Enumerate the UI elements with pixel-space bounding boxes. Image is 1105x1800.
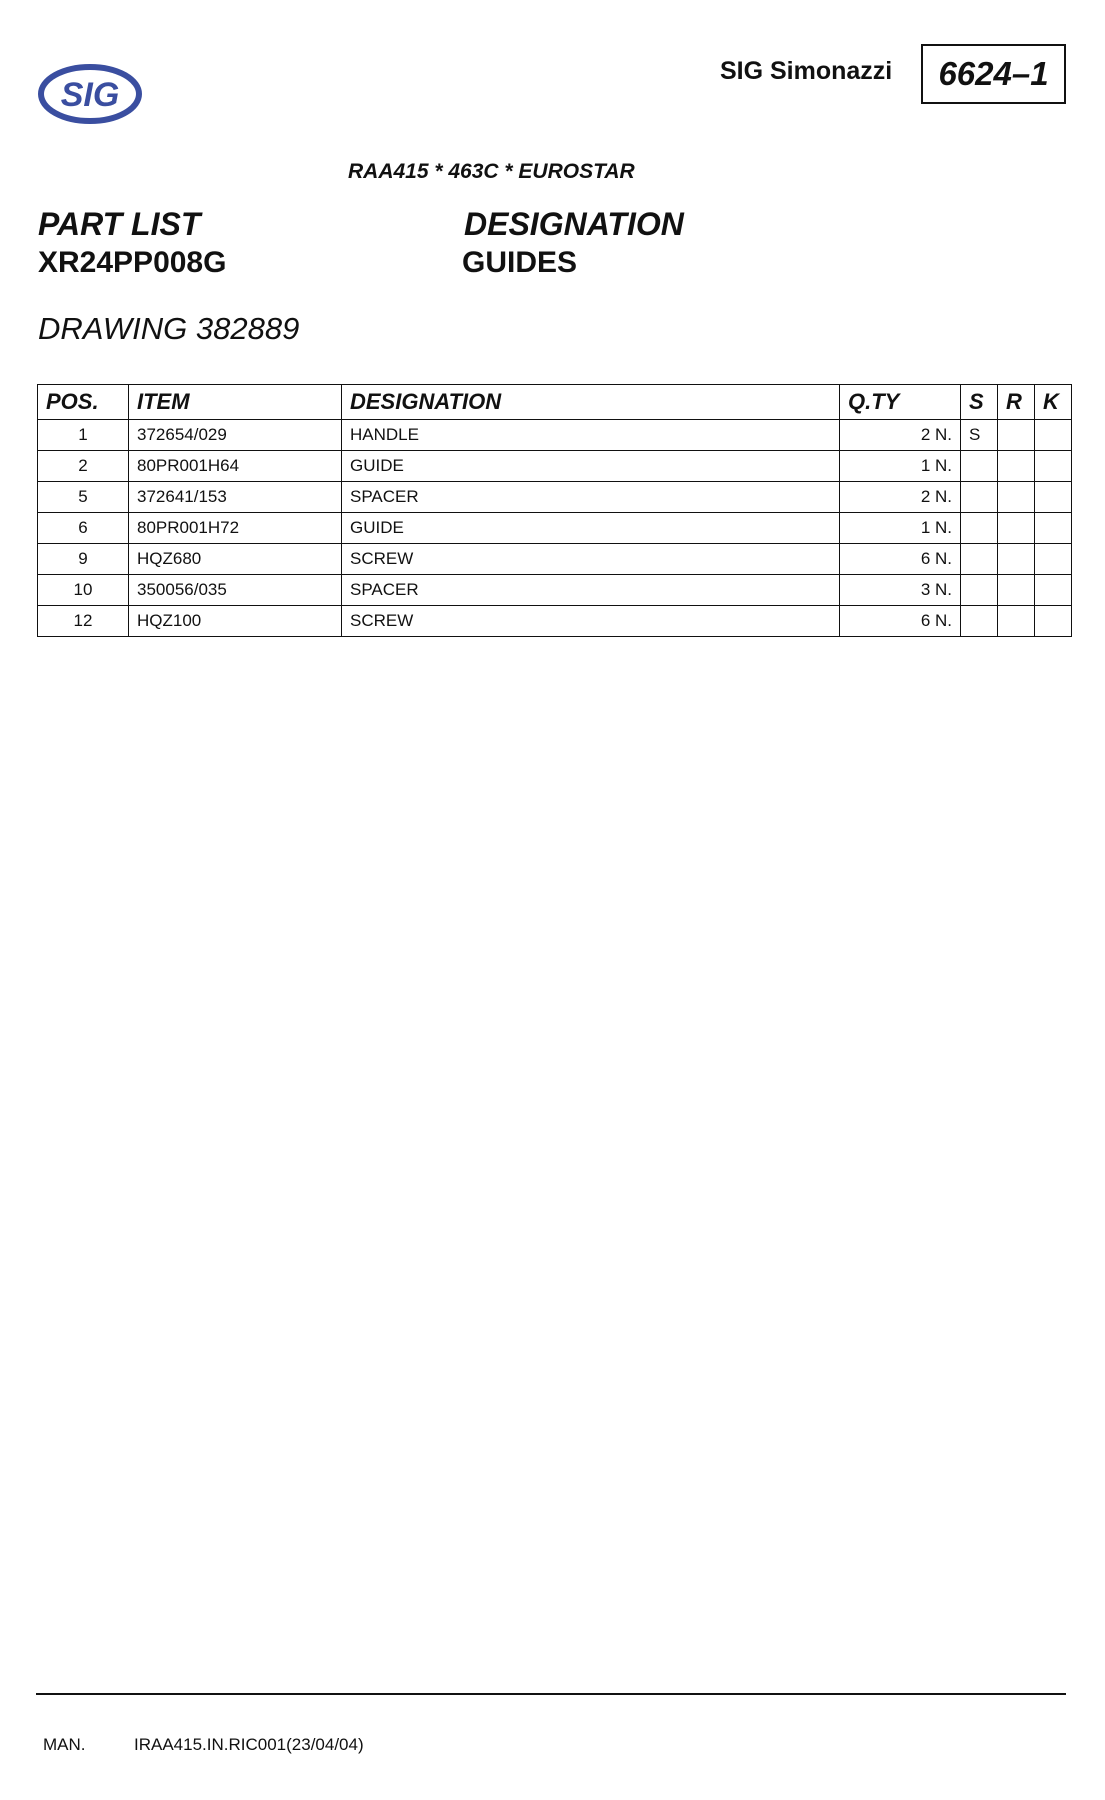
cell-s: S [961, 420, 998, 451]
cell-designation: GUIDE [342, 513, 840, 544]
table-row [38, 451, 1072, 482]
cell-pos: 6 [38, 513, 129, 544]
cell-r [998, 575, 1035, 606]
cell-s [961, 606, 998, 637]
footer-divider [36, 1693, 1066, 1695]
cell-k [1035, 575, 1072, 606]
header-qty: Q.TY [840, 385, 961, 420]
cell-k [1035, 482, 1072, 513]
header-s: S [961, 385, 998, 420]
cell-designation: GUIDE [342, 451, 840, 482]
table-row [38, 420, 1072, 451]
document-number-text: 6624–1 [938, 55, 1049, 92]
cell-pos: 1 [38, 420, 129, 451]
table-header-row [38, 385, 1072, 420]
cell-item: HQZ680 [129, 544, 342, 575]
cell-k [1035, 513, 1072, 544]
designation-label: DESIGNATION [464, 206, 684, 242]
cell-k [1035, 606, 1072, 637]
table-row [38, 513, 1072, 544]
cell-qty: 3 N. [840, 575, 961, 606]
table-row [38, 575, 1072, 606]
header-k: K [1035, 385, 1072, 420]
cell-s [961, 544, 998, 575]
cell-designation: SCREW [342, 606, 840, 637]
cell-item: HQZ100 [129, 606, 342, 637]
cell-r [998, 451, 1035, 482]
cell-r [998, 606, 1035, 637]
cell-qty: 2 N. [840, 420, 961, 451]
cell-qty: 6 N. [840, 606, 961, 637]
header-r: R [998, 385, 1035, 420]
cell-r [998, 482, 1035, 513]
cell-designation: SPACER [342, 575, 840, 606]
footer-manual-label: MAN. [43, 1735, 86, 1754]
header-pos: POS. [38, 385, 129, 420]
cell-item: 372654/029 [129, 420, 342, 451]
header-designation: DESIGNATION [342, 385, 840, 420]
model-subtitle: RAA415 * 463C * EUROSTAR [348, 160, 635, 183]
cell-qty: 1 N. [840, 451, 961, 482]
table-row [38, 482, 1072, 513]
cell-qty: 2 N. [840, 482, 961, 513]
designation-value: GUIDES [462, 246, 578, 279]
cell-r [998, 420, 1035, 451]
cell-pos: 2 [38, 451, 129, 482]
cell-item: 372641/153 [129, 482, 342, 513]
cell-k [1035, 420, 1072, 451]
cell-k [1035, 544, 1072, 575]
cell-s [961, 575, 998, 606]
sig-logo [38, 64, 142, 124]
cell-s [961, 482, 998, 513]
cell-pos: 10 [38, 575, 129, 606]
parts-table [37, 384, 1072, 637]
cell-s [961, 451, 998, 482]
cell-item: 80PR001H64 [129, 451, 342, 482]
cell-r [998, 513, 1035, 544]
header-item: ITEM [129, 385, 342, 420]
document-number [921, 44, 1066, 104]
sig-logo-icon [38, 64, 142, 124]
cell-qty: 1 N. [840, 513, 961, 544]
cell-pos: 5 [38, 482, 129, 513]
cell-item: 350056/035 [129, 575, 342, 606]
cell-designation: SCREW [342, 544, 840, 575]
drawing-number: DRAWING 382889 [38, 311, 300, 346]
cell-s [961, 513, 998, 544]
part-list-code: XR24PP008G [38, 246, 227, 279]
cell-k [1035, 451, 1072, 482]
table-row [38, 544, 1072, 575]
cell-pos: 12 [38, 606, 129, 637]
cell-designation: SPACER [342, 482, 840, 513]
part-list-label: PART LIST [38, 206, 201, 242]
cell-qty: 6 N. [840, 544, 961, 575]
cell-item: 80PR001H72 [129, 513, 342, 544]
cell-designation: HANDLE [342, 420, 840, 451]
company-name: SIG Simonazzi [720, 57, 893, 85]
table-row [38, 606, 1072, 637]
cell-r [998, 544, 1035, 575]
logo-text: SIG [60, 76, 120, 114]
cell-pos: 9 [38, 544, 129, 575]
footer-reference: IRAA415.IN.RIC001(23/04/04) [134, 1735, 364, 1754]
